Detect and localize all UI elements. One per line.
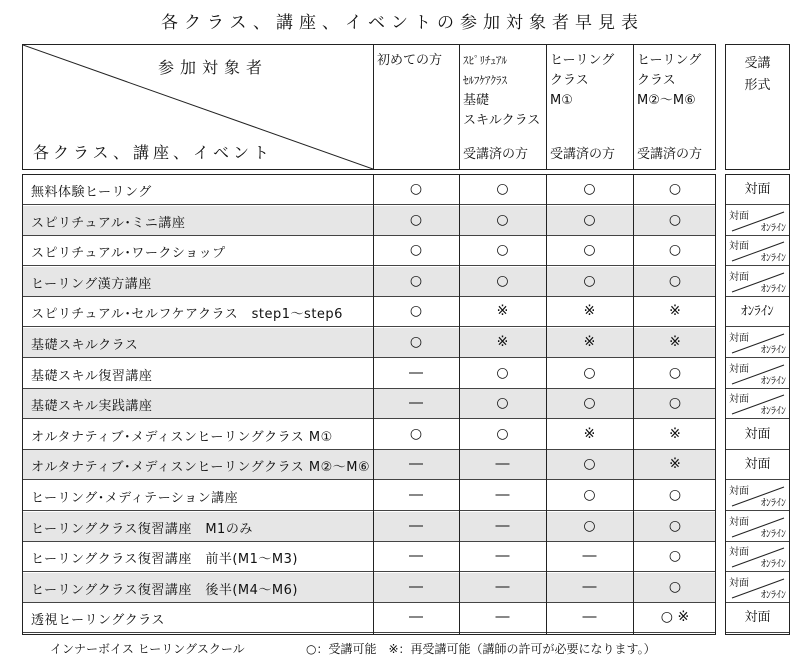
- eligibility-mark: ○: [583, 242, 596, 258]
- eligibility-mark: ―: [495, 456, 510, 472]
- format-face: 対面: [729, 211, 749, 222]
- eligibility-mark: ○: [668, 181, 682, 197]
- eligibility-mark: ○: [496, 273, 509, 289]
- eligibility-mark: ―: [409, 365, 423, 381]
- eligibility-mark: ○: [409, 334, 423, 350]
- class-name: 透視ヒーリングクラス: [31, 613, 165, 628]
- format-cell: [726, 512, 789, 542]
- header-column-condition: 受講済の方: [463, 147, 529, 162]
- header-divider: [459, 45, 460, 169]
- class-name: ヒーリング漢方講座: [31, 277, 152, 292]
- eligibility-mark: ※: [496, 334, 509, 350]
- eligibility-mark: ―: [495, 579, 510, 595]
- table-row: [23, 603, 715, 633]
- header-column-4: [637, 51, 715, 162]
- header-column-line: クラス: [637, 73, 676, 88]
- header-column-1: [377, 51, 457, 71]
- table-row: [23, 267, 715, 297]
- header-divider: [546, 45, 547, 169]
- format-online: ｵﾝﾗｲﾝ: [761, 498, 786, 509]
- eligibility-mark: ―: [409, 579, 423, 595]
- format-header-line: 受講: [744, 56, 771, 71]
- eligibility-mark: ○: [583, 395, 596, 411]
- eligibility-mark: ―: [409, 609, 423, 625]
- eligibility-mark: ○: [668, 212, 682, 228]
- format-face: 対面: [729, 547, 749, 558]
- format-online: ｵﾝﾗｲﾝ: [761, 559, 786, 570]
- class-name: 無料体験ヒーリング: [31, 185, 152, 200]
- format-cell: [726, 542, 789, 572]
- class-name: オルタナティブ･メディスンヒーリングクラス M①: [31, 430, 333, 445]
- eligibility-mark: ※: [669, 426, 681, 442]
- format-face: 対面: [744, 182, 771, 197]
- eligibility-mark: ○: [583, 518, 596, 534]
- eligibility-mark: ○: [583, 181, 596, 197]
- eligibility-mark: ―: [409, 456, 423, 472]
- eligibility-mark: ※: [669, 334, 681, 350]
- table-row: [23, 175, 715, 205]
- eligibility-mark: ○ ※: [660, 609, 690, 625]
- table-row: [23, 359, 715, 389]
- header-participants-label: 参加対象者: [158, 58, 269, 77]
- class-name: オルタナティブ･メディスンヒーリングクラス M②～M⑥: [31, 460, 371, 475]
- legend: ○：受講可能 ※：再受講可能（講師の許可が必要になります。）: [306, 642, 656, 656]
- eligibility-mark: ―: [409, 548, 423, 564]
- format-online: ｵﾝﾗｲﾝ: [761, 376, 786, 387]
- header-column-line: M②～M⑥: [637, 93, 696, 108]
- format-face: 対面: [729, 364, 749, 375]
- column-divider: [633, 175, 634, 634]
- header-divider: [373, 45, 374, 169]
- header-column-line: クラス: [550, 73, 589, 88]
- eligibility-mark: ○: [583, 487, 596, 503]
- eligibility-mark: ―: [409, 395, 423, 411]
- table-row: [23, 389, 715, 419]
- format-online: ｵﾝﾗｲﾝ: [761, 345, 786, 356]
- eligibility-mark: ―: [495, 548, 510, 564]
- format-cell: [726, 297, 789, 327]
- class-name: ヒーリングクラス復習講座 M1のみ: [31, 522, 253, 537]
- column-divider: [373, 175, 374, 634]
- eligibility-mark: ※: [669, 303, 681, 319]
- header-column-line: 初めての方: [377, 53, 443, 68]
- eligibility-mark: ※: [583, 426, 596, 442]
- class-name: スピリチュアル･セルフケアクラス step1～step6: [31, 307, 343, 322]
- table-row: [23, 206, 715, 236]
- eligibility-mark: ○: [668, 548, 682, 564]
- eligibility-mark: ○: [409, 212, 423, 228]
- eligibility-mark: ○: [668, 242, 682, 258]
- format-online: ｵﾝﾗｲﾝ: [761, 529, 786, 540]
- eligibility-mark: ※: [496, 303, 509, 319]
- format-face: 対面: [729, 517, 749, 528]
- format-face: 対面: [744, 610, 771, 625]
- header-classes-label: 各クラス、講座、イベント: [33, 143, 274, 162]
- eligibility-mark: ○: [409, 273, 423, 289]
- format-online: ｵﾝﾗｲﾝ: [761, 406, 786, 417]
- format-cell: [726, 206, 789, 236]
- format-column: [725, 174, 790, 635]
- table-row: [23, 420, 715, 450]
- header-column-2: [463, 51, 544, 162]
- eligibility-mark: ○: [496, 365, 509, 381]
- eligibility-mark: ○: [668, 487, 682, 503]
- format-cell: [726, 328, 789, 358]
- header-column-condition: 受講済の方: [550, 147, 616, 162]
- class-name: スピリチュアル･ワークショップ: [31, 246, 226, 261]
- format-online: ｵﾝﾗｲﾝ: [741, 304, 774, 319]
- table-row: [23, 512, 715, 542]
- table-row: [23, 236, 715, 266]
- header-column-condition: 受講済の方: [637, 147, 703, 162]
- eligibility-mark: ―: [582, 609, 597, 625]
- class-name: 基礎スキル復習講座: [31, 369, 153, 384]
- header-column-line: 基礎: [463, 93, 490, 108]
- eligibility-mark: ○: [583, 365, 596, 381]
- eligibility-mark: ○: [583, 273, 596, 289]
- header-column-line: M①: [550, 93, 573, 108]
- format-cell: [726, 175, 789, 205]
- eligibility-mark: ○: [496, 395, 509, 411]
- class-name: 基礎スキル実践講座: [31, 399, 153, 414]
- eligibility-mark: ○: [668, 273, 682, 289]
- page-title: 各クラス、講座、イベントの参加対象者早見表: [161, 13, 644, 33]
- class-name: ヒーリング･メディテーション講座: [31, 491, 239, 506]
- eligibility-mark: ○: [668, 579, 682, 595]
- header-column-line: ｾﾙﾌｹｱｸﾗｽ: [463, 74, 507, 87]
- eligibility-mark: ※: [669, 456, 681, 472]
- table-header: [22, 44, 716, 170]
- eligibility-mark: ○: [496, 212, 509, 228]
- eligibility-mark: ○: [496, 242, 509, 258]
- header-column-line: ｽﾋﾟﾘﾁｭｱﾙ: [463, 54, 507, 67]
- school-name: インナーボイス ヒーリングスクール: [50, 642, 245, 656]
- header-column-line: ヒーリング: [637, 53, 702, 68]
- eligibility-mark: ―: [582, 579, 597, 595]
- table-row: [23, 450, 715, 480]
- eligibility-mark: ○: [409, 426, 423, 442]
- table-body: [22, 174, 716, 635]
- format-face: 対面: [729, 241, 749, 252]
- eligibility-mark: ○: [668, 518, 682, 534]
- eligibility-mark: ○: [496, 181, 509, 197]
- eligibility-mark: ※: [583, 303, 596, 319]
- table-row: [23, 573, 715, 603]
- header-column-line: スキルクラス: [463, 113, 541, 128]
- format-cell: [726, 267, 789, 297]
- format-cell: [726, 359, 789, 389]
- eligibility-mark: ―: [582, 548, 597, 564]
- eligibility-mark: ○: [583, 456, 596, 472]
- table-row: [23, 297, 715, 327]
- format-cell: [726, 389, 789, 419]
- eligibility-mark: ―: [495, 518, 510, 534]
- class-name: スピリチュアル･ミニ講座: [31, 216, 186, 231]
- eligibility-mark: ―: [409, 487, 423, 503]
- format-header-line: 形式: [744, 78, 771, 93]
- column-divider: [459, 175, 460, 634]
- format-cell: [726, 420, 789, 450]
- class-name: 基礎スキルクラス: [31, 338, 139, 353]
- eligibility-mark: ○: [668, 365, 682, 381]
- format-online: ｵﾝﾗｲﾝ: [761, 590, 786, 601]
- eligibility-table: [22, 44, 716, 635]
- header-column-3: [550, 51, 631, 162]
- format-face: 対面: [729, 578, 749, 589]
- format-cell: [726, 236, 789, 266]
- format-face: 対面: [729, 486, 749, 497]
- format-face: 対面: [744, 457, 771, 472]
- column-divider: [546, 175, 547, 634]
- table-row: [23, 328, 715, 358]
- eligibility-mark: ―: [409, 518, 423, 534]
- eligibility-mark: ○: [409, 181, 423, 197]
- format-header: [725, 44, 790, 170]
- eligibility-mark: ―: [495, 487, 510, 503]
- eligibility-mark: ○: [668, 395, 682, 411]
- format-face: 対面: [729, 394, 749, 405]
- header-divider: [633, 45, 634, 169]
- header-column-line: ヒーリング: [550, 53, 615, 68]
- format-cell: [726, 450, 789, 480]
- format-cell: [726, 481, 789, 511]
- format-cell: [726, 573, 789, 603]
- format-online: ｵﾝﾗｲﾝ: [761, 284, 786, 295]
- eligibility-mark: ―: [495, 609, 510, 625]
- format-face: 対面: [744, 427, 771, 442]
- eligibility-mark: ○: [496, 426, 509, 442]
- eligibility-mark: ○: [409, 303, 423, 319]
- table-row: [23, 542, 715, 572]
- format-cell: [726, 603, 789, 633]
- format-face: 対面: [729, 272, 749, 283]
- format-online: ｵﾝﾗｲﾝ: [761, 253, 786, 264]
- class-name: ヒーリングクラス復習講座 前半(M1～M3): [31, 552, 298, 567]
- class-name: ヒーリングクラス復習講座 後半(M4～M6): [31, 583, 298, 598]
- format-online: ｵﾝﾗｲﾝ: [761, 223, 786, 234]
- table-row: [23, 481, 715, 511]
- eligibility-mark: ※: [583, 334, 596, 350]
- format-face: 対面: [729, 333, 749, 344]
- eligibility-mark: ○: [409, 242, 423, 258]
- eligibility-mark: ○: [583, 212, 596, 228]
